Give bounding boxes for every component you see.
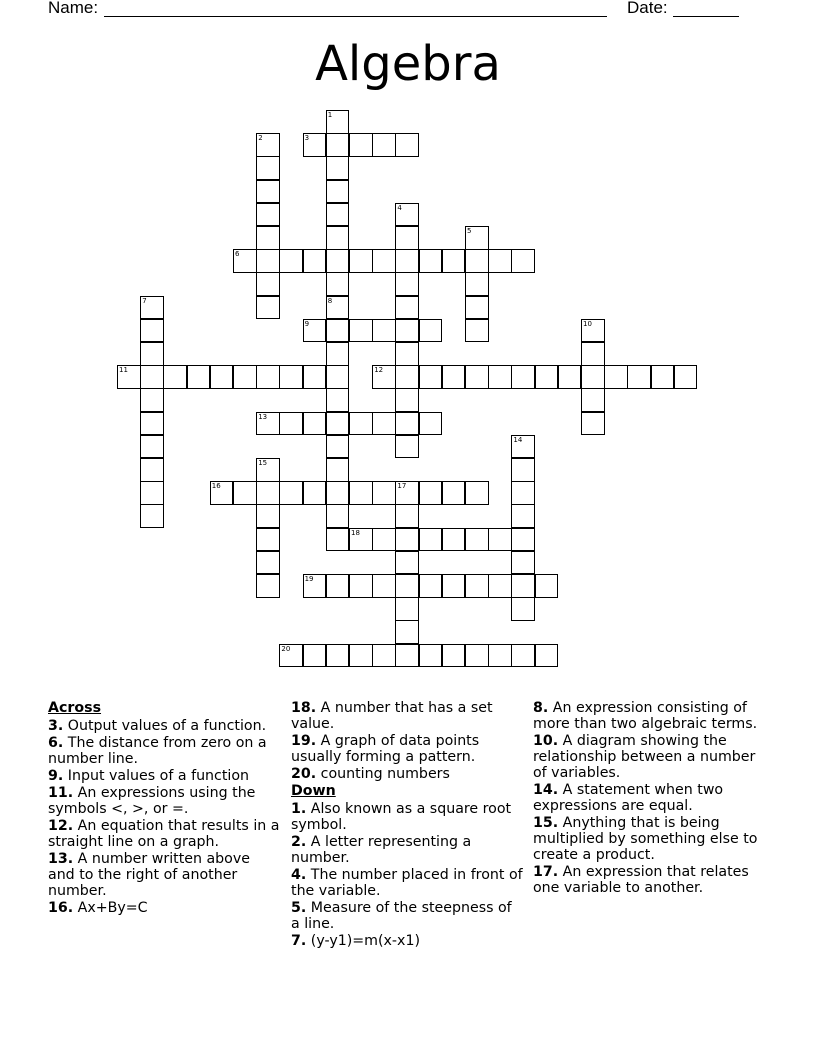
grid-cell[interactable] — [651, 365, 675, 389]
grid-cell[interactable] — [465, 296, 489, 320]
grid-cell[interactable] — [558, 365, 582, 389]
clue-number-label: 14 — [513, 435, 523, 444]
clue-item — [533, 733, 765, 781]
clue-item — [291, 867, 523, 899]
clue-item — [533, 700, 765, 732]
clue-number: 12. — [48, 818, 74, 834]
grid-cell[interactable] — [488, 365, 512, 389]
clue-number: 2. — [291, 834, 307, 850]
date-label: Date: — [627, 0, 668, 17]
grid-cell[interactable] — [488, 574, 512, 598]
grid-cell[interactable] — [372, 249, 396, 273]
clue-number-label: 10 — [583, 319, 592, 328]
grid-cell[interactable] — [349, 133, 373, 157]
grid-cell[interactable] — [465, 574, 489, 598]
grid-cell[interactable] — [395, 528, 419, 552]
grid-cell[interactable] — [419, 574, 443, 598]
grid-cell[interactable] — [465, 272, 489, 296]
grid-cell[interactable] — [395, 597, 419, 621]
grid-cell[interactable] — [140, 296, 164, 320]
grid-cell[interactable] — [279, 412, 303, 436]
grid-cell[interactable] — [511, 551, 535, 575]
grid-cell[interactable] — [419, 319, 443, 343]
clue-item — [291, 834, 523, 866]
grid-cell[interactable] — [233, 249, 257, 273]
grid-cell[interactable] — [372, 133, 396, 157]
grid-cell[interactable] — [372, 644, 396, 668]
grid-cell[interactable] — [256, 458, 280, 482]
clue-text: Anything that is being multiplied by something else to create a product. — [533, 815, 758, 863]
grid-cell[interactable] — [511, 458, 535, 482]
grid-cell[interactable] — [256, 481, 280, 505]
clue-number-label: 4 — [397, 203, 402, 212]
grid-cell[interactable] — [140, 435, 164, 459]
grid-cell[interactable] — [326, 156, 350, 180]
clue-number: 16. — [48, 900, 74, 916]
grid-cell[interactable] — [349, 481, 373, 505]
grid-cell[interactable] — [326, 319, 350, 343]
grid-cell[interactable] — [442, 481, 466, 505]
section-heading: Down — [291, 783, 336, 799]
clue-text: A statement when two expressions are equal. — [533, 782, 724, 814]
clue-number-label: 1 — [327, 111, 333, 119]
grid-cell[interactable] — [511, 481, 535, 505]
grid-cell[interactable] — [303, 365, 327, 389]
clue-number-label: 12 — [374, 366, 384, 375]
clue-text: Input values of a function — [67, 768, 250, 784]
clue-text: (y-y1)=m(x-x1) — [310, 933, 421, 949]
clue-text: An expression that relates one variable to another. — [533, 864, 749, 896]
grid-cell[interactable] — [511, 435, 535, 459]
grid-cell[interactable] — [395, 481, 419, 505]
clues-column-2 — [291, 700, 523, 950]
grid-cell[interactable] — [395, 388, 419, 412]
grid-cell[interactable] — [395, 249, 419, 273]
grid-cell[interactable] — [395, 574, 419, 598]
clue-item — [48, 900, 280, 916]
clue-number-label: 11 — [119, 366, 128, 375]
grid-cell[interactable] — [279, 249, 303, 273]
grid-cell[interactable] — [256, 249, 280, 273]
clue-number-label: 16 — [211, 482, 221, 491]
grid-cell[interactable] — [349, 412, 373, 436]
grid-cell[interactable] — [256, 203, 280, 227]
grid-cell[interactable] — [326, 412, 350, 436]
clue-number-label: 18 — [351, 528, 360, 537]
grid-cell[interactable] — [303, 133, 327, 157]
grid-cell[interactable] — [372, 528, 396, 552]
clue-text: A letter representing a number. — [291, 834, 472, 866]
grid-cell[interactable] — [140, 412, 164, 436]
grid-cell[interactable] — [256, 133, 280, 157]
grid-cell[interactable] — [372, 365, 396, 389]
clue-item — [48, 818, 280, 850]
clue-item — [48, 718, 280, 734]
grid-cell[interactable] — [442, 365, 466, 389]
clue-text: The number placed in front of the variable. — [291, 867, 523, 899]
clue-number: 9. — [48, 768, 64, 784]
clue-text: An expression consisting of more than two algebraic terms. — [533, 700, 758, 732]
grid-cell[interactable] — [395, 644, 419, 668]
grid-cell[interactable] — [326, 481, 350, 505]
grid-cell[interactable] — [511, 528, 535, 552]
grid-cell[interactable] — [256, 365, 280, 389]
grid-cell[interactable] — [140, 342, 164, 366]
grid-cell[interactable] — [256, 272, 280, 296]
grid-cell[interactable] — [279, 644, 303, 668]
grid-cell[interactable] — [442, 644, 466, 668]
grid-cell[interactable] — [326, 249, 350, 273]
clue-number-label: 5 — [467, 227, 472, 235]
grid-cell[interactable] — [303, 249, 327, 273]
grid-cell[interactable] — [465, 481, 489, 505]
clue-number-label: 15 — [258, 459, 268, 467]
grid-cell[interactable] — [395, 296, 419, 320]
grid-cell[interactable] — [395, 551, 419, 575]
grid-cell[interactable] — [256, 156, 280, 180]
clue-number-label: 19 — [304, 575, 314, 583]
grid-cell[interactable] — [419, 528, 443, 552]
grid-cell[interactable] — [419, 249, 443, 273]
grid-cell[interactable] — [326, 458, 350, 482]
grid-cell[interactable] — [395, 435, 419, 459]
grid-cell[interactable] — [326, 110, 350, 134]
grid-cell[interactable] — [465, 365, 489, 389]
grid-cell[interactable] — [326, 435, 350, 459]
grid-cell[interactable] — [349, 644, 373, 668]
grid-cell[interactable] — [674, 365, 698, 389]
clue-text: counting numbers — [320, 766, 450, 782]
grid-cell[interactable] — [256, 551, 280, 575]
grid-cell[interactable] — [326, 574, 350, 598]
grid-cell[interactable] — [233, 365, 257, 389]
grid-cell[interactable] — [395, 365, 419, 389]
grid-cell[interactable] — [303, 412, 327, 436]
grid-cell[interactable] — [581, 412, 605, 436]
clue-number: 7. — [291, 933, 307, 949]
clue-number-label: 8 — [327, 296, 333, 305]
grid-cell[interactable] — [511, 574, 535, 598]
clue-number: 14. — [533, 782, 559, 798]
grid-cell[interactable] — [326, 644, 350, 668]
clue-number: 3. — [48, 718, 64, 734]
grid-cell[interactable] — [488, 644, 512, 668]
clue-text: A number that has a set value. — [291, 700, 493, 732]
grid-cell[interactable] — [326, 296, 350, 320]
clue-number: 19. — [291, 733, 317, 749]
grid-cell[interactable] — [326, 342, 350, 366]
grid-cell[interactable] — [511, 597, 535, 621]
grid-cell[interactable] — [140, 319, 164, 343]
clue-number: 18. — [291, 700, 317, 716]
grid-cell[interactable] — [256, 412, 280, 436]
clue-item — [533, 815, 765, 863]
clue-text: An equation that results in a straight line on a graph. — [48, 818, 280, 850]
grid-cell[interactable] — [279, 365, 303, 389]
grid-cell[interactable] — [395, 226, 419, 250]
grid-cell[interactable] — [256, 180, 280, 204]
clue-text: Ax+By=C — [77, 900, 148, 916]
grid-cell[interactable] — [581, 388, 605, 412]
grid-cell[interactable] — [627, 365, 651, 389]
clue-item — [48, 735, 280, 767]
grid-cell[interactable] — [140, 388, 164, 412]
grid-cell[interactable] — [442, 574, 466, 598]
grid-cell[interactable] — [604, 365, 628, 389]
clue-number-label: 17 — [397, 482, 407, 491]
grid-cell[interactable] — [256, 296, 280, 320]
grid-cell[interactable] — [326, 226, 350, 250]
clue-number-label: 13 — [258, 412, 268, 421]
section-heading: Across — [48, 700, 102, 716]
grid-cell[interactable] — [442, 528, 466, 552]
grid-cell[interactable] — [419, 365, 443, 389]
grid-cell[interactable] — [326, 528, 350, 552]
clue-number-label: 7 — [142, 296, 147, 305]
grid-cell[interactable] — [326, 365, 350, 389]
clue-item — [291, 933, 523, 949]
grid-cell[interactable] — [395, 203, 419, 227]
clue-item — [291, 700, 523, 732]
clue-number: 10. — [533, 733, 559, 749]
grid-cell[interactable] — [488, 249, 512, 273]
grid-cell[interactable] — [233, 481, 257, 505]
grid-cell[interactable] — [535, 644, 559, 668]
clue-text: An expressions using the symbols <, >, or =. — [48, 785, 256, 817]
grid-cell[interactable] — [256, 504, 280, 528]
clue-number-label: 6 — [235, 250, 240, 259]
clue-number: 13. — [48, 851, 74, 867]
grid-cell[interactable] — [163, 365, 187, 389]
grid-cell[interactable] — [395, 342, 419, 366]
grid-cell[interactable] — [349, 528, 373, 552]
clue-text: A diagram showing the relationship between a number of variables. — [533, 733, 756, 781]
grid-cell[interactable] — [279, 481, 303, 505]
grid-cell[interactable] — [326, 203, 350, 227]
clue-text: Also known as a square root symbol. — [291, 801, 512, 833]
grid-cell[interactable] — [581, 319, 605, 343]
grid-cell[interactable] — [187, 365, 211, 389]
clue-text: The distance from zero on a number line. — [48, 735, 267, 767]
grid-cell[interactable] — [535, 574, 559, 598]
grid-cell[interactable] — [372, 319, 396, 343]
clue-item — [48, 785, 280, 817]
clue-number: 6. — [48, 735, 64, 751]
grid-cell[interactable] — [395, 620, 419, 644]
grid-cell[interactable] — [326, 388, 350, 412]
clue-text: Output values of a function. — [67, 718, 267, 734]
clue-item — [48, 851, 280, 899]
clue-number: 8. — [533, 700, 549, 716]
clues-column-3 — [533, 700, 765, 897]
grid-cell[interactable] — [395, 412, 419, 436]
clue-number-label: 20 — [281, 644, 291, 653]
grid-cell[interactable] — [303, 644, 327, 668]
grid-cell[interactable] — [349, 574, 373, 598]
grid-cell[interactable] — [581, 365, 605, 389]
grid-cell[interactable] — [419, 481, 443, 505]
clue-number: 15. — [533, 815, 559, 831]
grid-cell[interactable] — [395, 133, 419, 157]
grid-cell[interactable] — [488, 528, 512, 552]
clue-number: 20. — [291, 766, 317, 782]
grid-cell[interactable] — [210, 481, 234, 505]
grid-cell[interactable] — [395, 319, 419, 343]
grid-cell[interactable] — [140, 504, 164, 528]
grid-cell[interactable] — [465, 319, 489, 343]
puzzle-title: Algebra — [315, 36, 501, 92]
grid-cell[interactable] — [210, 365, 234, 389]
clue-number: 11. — [48, 785, 74, 801]
clue-number: 17. — [533, 864, 559, 880]
clue-item — [291, 900, 523, 932]
clue-number: 5. — [291, 900, 307, 916]
grid-cell[interactable] — [117, 365, 141, 389]
clue-text: A number written above and to the right of another number. — [48, 851, 250, 899]
grid-cell[interactable] — [581, 342, 605, 366]
grid-cell[interactable] — [511, 644, 535, 668]
grid-cell[interactable] — [372, 481, 396, 505]
grid-cell[interactable] — [511, 504, 535, 528]
clue-text: A graph of data points usually forming a pattern. — [291, 733, 480, 765]
clue-number-label: 2 — [258, 134, 263, 143]
grid-cell[interactable] — [326, 180, 350, 204]
clue-number-label: 3 — [304, 134, 310, 143]
name-label: Name: — [48, 0, 99, 17]
grid-cell[interactable] — [349, 249, 373, 273]
clue-item — [533, 782, 765, 814]
grid-cell[interactable] — [465, 226, 489, 250]
grid-cell[interactable] — [256, 226, 280, 250]
grid-cell[interactable] — [140, 365, 164, 389]
grid-cell[interactable] — [442, 249, 466, 273]
grid-cell[interactable] — [395, 504, 419, 528]
grid-cell[interactable] — [511, 365, 535, 389]
grid-cell[interactable] — [256, 528, 280, 552]
grid-cell[interactable] — [326, 133, 350, 157]
grid-cell[interactable] — [465, 644, 489, 668]
clue-item — [291, 801, 523, 833]
clue-item — [533, 864, 765, 896]
grid-cell[interactable] — [256, 574, 280, 598]
grid-cell[interactable] — [303, 319, 327, 343]
grid-cell[interactable] — [395, 272, 419, 296]
grid-cell[interactable] — [372, 574, 396, 598]
grid-cell[interactable] — [326, 272, 350, 296]
clue-number: 1. — [291, 801, 307, 817]
clue-item — [291, 733, 523, 765]
clue-item — [48, 768, 280, 784]
grid-cell[interactable] — [303, 481, 327, 505]
grid-cell[interactable] — [511, 249, 535, 273]
grid-cell[interactable] — [372, 412, 396, 436]
clue-item — [291, 766, 523, 782]
grid-cell[interactable] — [419, 412, 443, 436]
clue-number: 4. — [291, 867, 307, 883]
grid-cell[interactable] — [419, 644, 443, 668]
clues-column-1 — [48, 700, 280, 917]
grid-cell[interactable] — [140, 481, 164, 505]
grid-cell[interactable] — [326, 504, 350, 528]
grid-cell[interactable] — [465, 249, 489, 273]
clue-number-label: 9 — [304, 319, 310, 328]
grid-cell[interactable] — [140, 458, 164, 482]
grid-cell[interactable] — [349, 319, 373, 343]
grid-cell[interactable] — [535, 365, 559, 389]
grid-cell[interactable] — [303, 574, 327, 598]
grid-cell[interactable] — [465, 528, 489, 552]
clue-text: Measure of the steepness of a line. — [291, 900, 512, 932]
